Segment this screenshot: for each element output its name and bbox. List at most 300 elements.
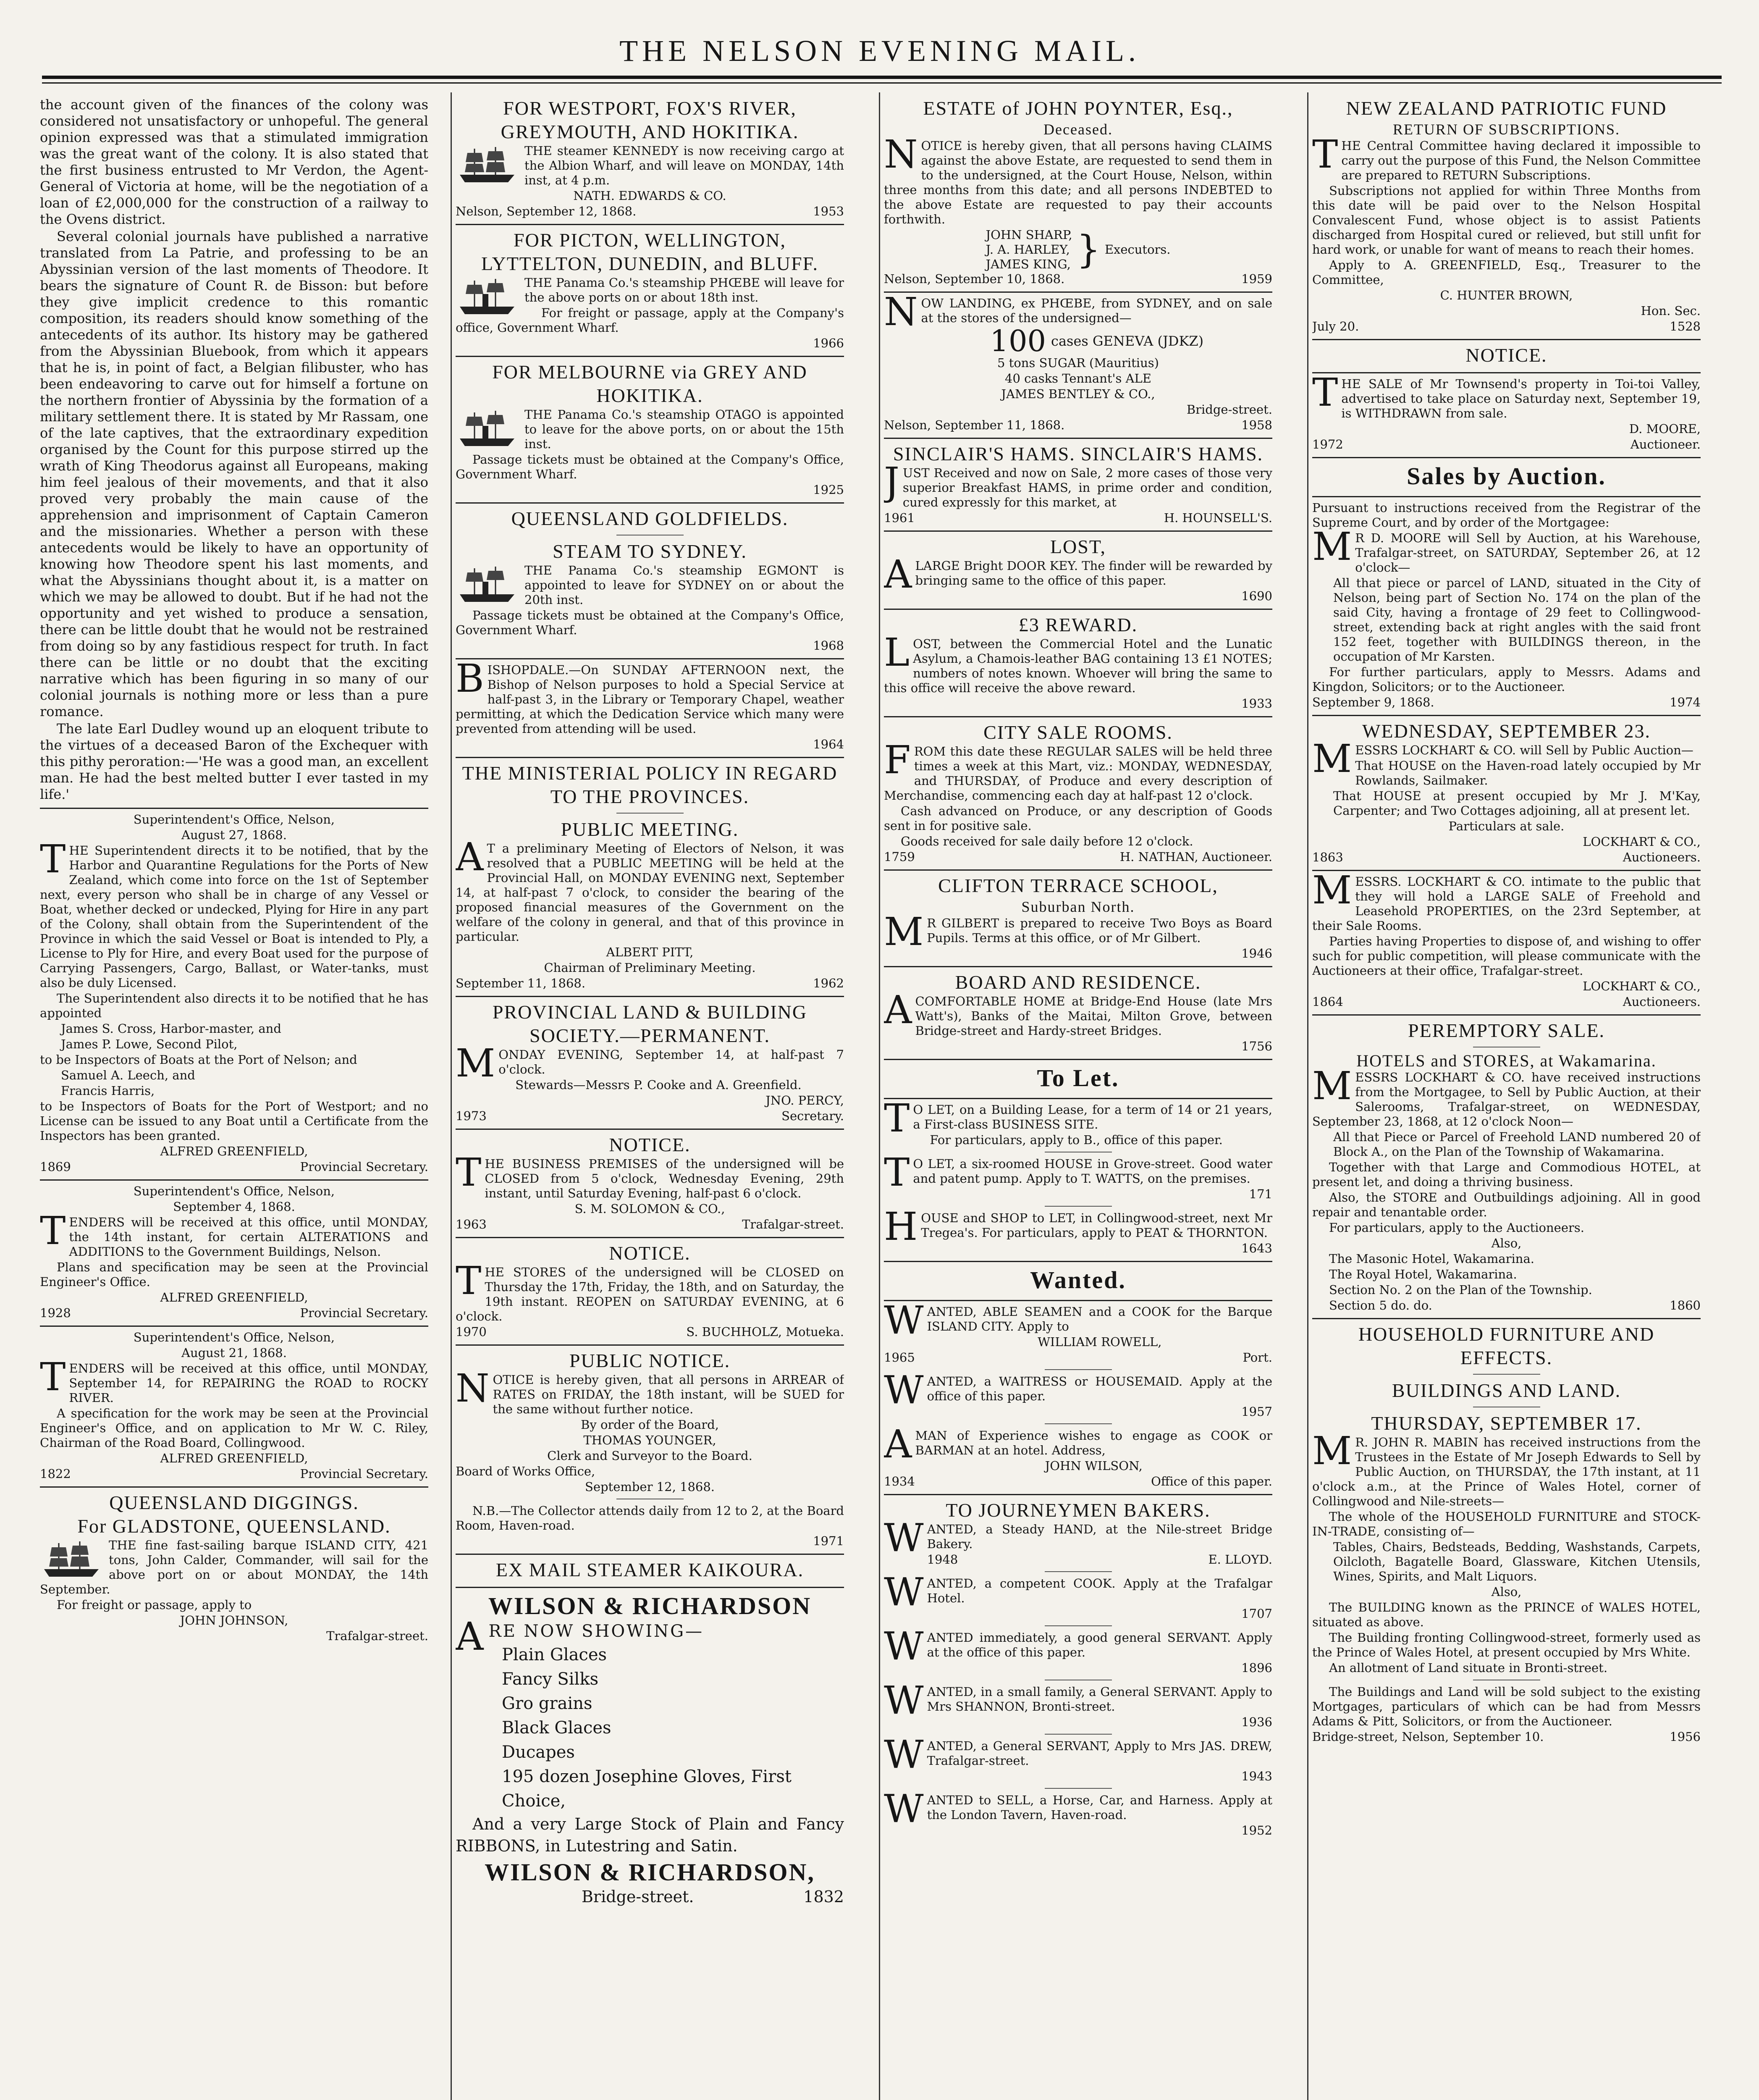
ad-subtitle: Suburban North. — [1021, 898, 1135, 915]
ad-body: WANTED immediately, a good general SERVANT. Apply at the office of this paper. — [884, 1624, 1272, 1669]
serial: 1970 — [456, 1325, 487, 1339]
ad-reward — [884, 613, 1272, 711]
serial: 1948 — [927, 1552, 958, 1567]
section-bakers — [884, 1499, 1272, 1838]
serial: 1756 — [1241, 1039, 1272, 1053]
ad-body: Parties having Properties to dispose of, and wishing to offer such for public competition, will please communicate with the Auctioneers at their office, Trafalgar-street. — [1312, 934, 1701, 978]
divider — [456, 1237, 844, 1238]
ad-signer: S. M. SOLOMON & CO., — [574, 1202, 725, 1216]
divider — [1312, 1318, 1701, 1319]
divider — [1312, 339, 1701, 340]
column-rule — [1307, 92, 1308, 2100]
executor-name: J. A. HARLEY, — [986, 242, 1070, 257]
ad-body: MONDAY EVENING, September 14, at half-past 7 o'clock. — [456, 1041, 844, 1086]
ad-subtitle: Deceased. — [1043, 121, 1113, 138]
ad-address: Bridge-street. — [1186, 402, 1272, 417]
ad-listing: Section No. 2 on the Plan of the Township. — [1329, 1283, 1592, 1297]
ad-body: By order of the Board, — [581, 1418, 719, 1432]
ad-title: ESTATE of JOHN POYNTER, Esq., — [923, 97, 1233, 119]
ad-signer: JOHN WILSON, — [1045, 1459, 1143, 1473]
ad-footer — [884, 850, 1272, 864]
serial: 1925 — [813, 483, 844, 497]
divider — [456, 224, 844, 225]
section-sales-by-auction — [1312, 462, 1701, 710]
divider — [1312, 496, 1701, 497]
ad-body: BISHOPDALE.—On SUNDAY AFTERNOON next, the Bishop of Nelson purposes to hold a Special Service at half-past 3, in the Library or Temporary Chapel, weather permitting, at which the Dedication Service which many were prevented from attending will be used. — [456, 656, 844, 736]
ad-title: FOR PICTON, WELLINGTON, LYTTELTON, DUNEDIN, and BLUFF. — [481, 229, 818, 274]
ad-listing: The Masonic Hotel, Wakamarina. — [1329, 1252, 1534, 1266]
ad-title: CLIFTON TERRACE SCHOOL, — [938, 875, 1218, 896]
ad-body: Apply to A. GREENFIELD, Esq., Treasurer to the Committee, — [1312, 258, 1701, 287]
ad-patriotic-fund — [1312, 97, 1701, 334]
ad-footer — [884, 511, 1272, 525]
ad-footer — [1312, 1298, 1701, 1313]
serial: 1832 — [803, 1887, 844, 1906]
ad-body: For particulars, apply to B., office of this paper. — [930, 1133, 1223, 1147]
notice-title: Provincial Secretary. — [300, 1306, 428, 1320]
short-divider — [1045, 1206, 1112, 1207]
ad-footer — [1312, 850, 1701, 865]
notice-tenders — [40, 1184, 428, 1320]
cargo-item: 5 tons SUGAR (Mauritius) — [997, 356, 1159, 370]
ad-footer — [1312, 1730, 1701, 1744]
ad-queensland-diggings — [40, 1491, 428, 1643]
ad-body: All that Piece or Parcel of Freehold LAND numbered 20 of Block A., on the Plan of the Township of Wakamarina. — [1333, 1130, 1701, 1159]
ad-title: WEDNESDAY, SEPTEMBER 23. — [1362, 720, 1651, 742]
ad-body: JUST Received and now on Sale, 2 more cases of those very superior Breakfast HAMS, in prime order and condition, cured expressly for this market, at — [884, 459, 1272, 509]
ad-signer-title: Clerk and Surveyor to the Board. — [547, 1449, 752, 1463]
ad-body: Cash advanced on Produce, or any description of Goods sent in for positive sale. — [884, 804, 1272, 833]
divider — [884, 609, 1272, 610]
ad-body: WANTED, a WAITRESS or HOUSEMAID. Apply at the office of this paper. — [884, 1368, 1272, 1412]
notice-name: Samuel A. Leech, and — [61, 1068, 195, 1082]
divider — [1312, 870, 1701, 871]
ad-item: Plain Glaces — [502, 1645, 607, 1664]
ad-date: July 20. — [1312, 319, 1359, 333]
serial: 1956 — [1670, 1730, 1701, 1744]
ad-footer — [456, 1109, 844, 1124]
serial: 1961 — [884, 511, 915, 525]
ad-body: MR. JOHN R. MABIN has received instructions from the Trustees in the Estate of Mr Joseph Edwards to Sell by Public Auction, on THURSDAY, the 17th instant, at 11 o'clock a.m., at the Prince of Wales Hotel, corner of Collingwood and Nile-streets— — [1312, 1428, 1701, 1508]
ad-body: NOTICE is hereby given, that all persons in ARREAR of RATES on FRIDAY, the 18th instant, will be SUED for the same without further notice. — [456, 1366, 844, 1416]
section-title: To Let. — [1037, 1064, 1119, 1092]
ad-building-society — [456, 1000, 844, 1124]
column-4 — [1312, 97, 1701, 2100]
executor-name: JOHN SHARP, — [986, 228, 1072, 242]
serial: 1863 — [1312, 850, 1343, 864]
serial: 1822 — [40, 1467, 71, 1481]
ad-body: ACOMFORTABLE HOME at Bridge-End House (late Mrs Watt's), Banks of the Maitai, Milton Grove, between Bridge-street and Hardy-street Bridges. — [884, 987, 1272, 1038]
ad-body: THE SALE of Mr Townsend's property in Toi-toi Valley, advertised to take place on Saturday next, September 19, is WITHDRAWN from sale. — [1312, 370, 1701, 420]
ad-body: THE Panama Co.'s steamship EGMONT is appointed to leave for SYDNEY on or about the 20th inst. — [524, 563, 844, 607]
ad-footer — [884, 1350, 1272, 1365]
ad-listing: The Royal Hotel, Wakamarina. — [1329, 1267, 1517, 1281]
ad-body: For freight or passage, apply to — [57, 1598, 252, 1612]
ad-body: Goods received for sale daily before 12 o'clock. — [901, 834, 1193, 848]
ad-body: Stewards—Messrs P. Cooke and A. Greenfield. — [515, 1078, 802, 1092]
ad-queensland-goldfields — [456, 507, 844, 653]
ad-date: Nelson, September 12, 1868. — [456, 204, 637, 218]
ad-body: THE fine fast-sailing barque ISLAND CITY, 421 tons, John Calder, Commander, will sail for the above port on or about MONDAY, the 14th September. — [40, 1538, 428, 1596]
divider — [884, 1494, 1272, 1495]
ad-body: ALARGE Bright DOOR KEY. The finder will be rewarded by bringing same to the office of this paper. — [884, 552, 1272, 597]
ad-body: WANTED, a General SERVANT, Apply to Mrs JAS. DREW, Trafalgar-street. — [884, 1732, 1272, 1777]
ad-footer — [884, 418, 1272, 433]
article — [40, 97, 428, 803]
ship-icon — [456, 409, 519, 449]
ad-subtitle: For GLADSTONE, QUEENSLAND. — [77, 1515, 391, 1537]
ad-body: WANTED, a competent COOK. Apply at the Trafalgar Hotel. — [884, 1570, 1272, 1614]
ad-title: LOST, — [1050, 536, 1106, 557]
notice-signer: ALFRED GREENFIELD, — [160, 1451, 308, 1465]
serial: 1933 — [1241, 696, 1272, 711]
divider — [884, 438, 1272, 439]
ad-address: Bridge-street. — [582, 1887, 694, 1906]
divider — [1312, 372, 1701, 373]
serial: 1707 — [1241, 1606, 1272, 1621]
ad-footer — [456, 1887, 844, 1906]
ad-signer: LOCKHART & CO., — [1583, 835, 1701, 849]
ad-board: Board of Works Office, — [456, 1464, 595, 1478]
ad-bishopdale — [456, 656, 844, 752]
ad-footer — [884, 272, 1272, 286]
ad-footer — [927, 1606, 1272, 1621]
ad-body: Together with that Large and Commodious HOTEL, at present let, and doing a thriving business. — [1312, 1160, 1701, 1189]
divider — [884, 1261, 1272, 1262]
ad-body: And a very Large Stock of Plain and Fancy RIBBONS, in Lutestring and Satin. — [456, 1815, 844, 1855]
ad-title: £3 REWARD. — [1018, 614, 1138, 635]
ad-title: PROVINCIAL LAND & BUILDING SOCIETY.—PERMANENT. — [492, 1001, 807, 1046]
ship-icon — [456, 277, 519, 317]
divider — [456, 502, 844, 504]
ad-body: WANTED, in a small family, a General SERVANT. Apply to Mrs SHANNON, Bronti-street. — [884, 1678, 1272, 1723]
executors-names — [986, 228, 1072, 272]
ad-body: AMAN of Experience wishes to engage as COOK or BARMAN at an hotel. Address, — [884, 1422, 1272, 1467]
ship-icon — [456, 565, 519, 605]
section-title: Sales by Auction. — [1407, 462, 1606, 490]
divider — [40, 1326, 428, 1327]
short-divider — [1473, 1374, 1540, 1375]
divider — [456, 1587, 844, 1588]
cargo-item: cases GENEVA (JDKZ) — [1051, 333, 1204, 349]
ad-footer — [456, 204, 844, 219]
divider — [40, 808, 428, 809]
ad-footer — [456, 976, 844, 991]
ad-body: That HOUSE on the Haven-road lately occupied by Mr Rowlands, Sailmaker. — [1355, 759, 1701, 788]
masthead-rule-thin — [42, 82, 1722, 84]
notice-name: Francis Harris, — [61, 1084, 155, 1098]
ad-body: For freight or passage, apply at the Company's office, Government Wharf. — [456, 306, 844, 335]
divider — [456, 996, 844, 997]
divider — [884, 966, 1272, 967]
ad-body: THE STORES of the undersigned will be CLOSED on Thursday the 17th, Friday, the 18th, and on Saturday, the 19th instant. REOPEN on SATURDAY EVENING, at 6 o'clock. — [456, 1258, 844, 1323]
article-paragraph: Several colonial journals have published a narrative translated from La Patrie, and professing to be an Abyssinian version of the last moments of Theodore. It bears the signature of Count R. de Bisson: but before they give implicit credence to this romantic composition, its readers should know something of the antecedents of its author. Its history may be gathered from the Abyssinian Bluebook, from which it appears that he is, in point of fact, a Belgian filibuster, who has been endeavoring to carve out for himself a fortune on the northern frontier of Abyssinia by the formation of a military settlement there. It is stated by Mr Rassam, one of the late captives, that the extraordinary expedition organised by the Count for this purpose stirred up the wrath of King Theodorus against all Europeans, making him feel jealous of their movements, and that it also proved very probably the main cause of the apprehension and imprisonment of Captain Cameron and the missionaries. Whether a person with these antecedents would be likely to have an opportunity of knowing how Theodore spent his last moments, and what the Abyssinians thought about it, is a matter on which we may be allowed to doubt. But if he had not the opportunity and yet wished to produce a sensation, there can be little doubt that he would not be restrained from doing so by any fastidious respect for truth. In fact there can be little or no doubt that the exciting narrative which has been figuring in so many of our colonial journals is nothing more or less than a pure romance. — [40, 228, 428, 719]
ad-body: MESSRS LOCKHART & CO. will Sell by Public Auction— — [1312, 736, 1693, 781]
ad-body: The Building fronting Collingwood-street, formerly used as the Prince of Wales Hotel, at present occupied by Mrs White. — [1312, 1630, 1701, 1659]
ad-date: September 9, 1868. — [1312, 695, 1434, 709]
divider — [884, 1059, 1272, 1060]
ad-title: FOR MELBOURNE via GREY AND HOKITIKA. — [492, 361, 807, 406]
notice-footer — [40, 1160, 428, 1174]
short-divider — [1045, 1734, 1112, 1735]
serial: 171 — [1249, 1187, 1272, 1201]
serial: 1864 — [1312, 995, 1343, 1009]
ad-body: All that piece or parcel of LAND, situated in the City of Nelson, being part of Section No. 174 on the plan of the said City, having a frontage of 29 feet to Collingwood-street, extending back at right angles with the said front 152 feet, together with BUILDINGS thereon, in the occupation of Mr Karsten. — [1333, 576, 1701, 664]
ad-item: 195 dozen Josephine Gloves, First Choice, — [502, 1767, 792, 1811]
ad-clifton-school — [884, 874, 1272, 961]
ad-estate-poynter — [884, 97, 1272, 286]
ad-body: MESSRS. LOCKHART & CO. intimate to the public that they will hold a LARGE SALE of Freehold and Leasehold PROPERTIES, on the 23rd September, at their Sale Rooms. — [1312, 868, 1701, 933]
serial: 1952 — [1241, 1823, 1272, 1838]
notice-harbor — [40, 812, 428, 1174]
ad-signer: E. LLOYD. — [1208, 1552, 1272, 1567]
ad-footer — [884, 1474, 1272, 1489]
ad-address: Port. — [1243, 1350, 1272, 1365]
ad-signer: JAMES BENTLEY & CO., — [1001, 387, 1155, 401]
ad-signer: S. BUCHHOLZ, Motueka. — [686, 1325, 844, 1339]
ad-signer-title: Secretary. — [781, 1109, 844, 1123]
executor-name: JAMES KING, — [986, 257, 1071, 271]
ad-title: QUEENSLAND GOLDFIELDS. — [511, 508, 789, 529]
ad-date: Nelson, September 10, 1868. — [884, 272, 1065, 286]
ad-footer — [927, 1404, 1272, 1419]
ad-wilson-richardson — [456, 1591, 844, 1906]
ad-signer: JOHN JOHNSON, — [180, 1613, 288, 1628]
ad-notice-townsend — [1312, 344, 1701, 452]
ad-title: NOTICE. — [609, 1134, 691, 1155]
ad-body: THE steamer KENNEDY is now receiving cargo at the Albion Wharf, and will leave on MONDAY, 14th inst, at 4 p.m. — [524, 144, 844, 187]
divider — [40, 1486, 428, 1488]
serial: 1896 — [1241, 1661, 1272, 1675]
divider — [1312, 457, 1701, 458]
notice-date: September 4, 1868. — [173, 1200, 295, 1214]
ad-signer: ALBERT PITT, — [606, 945, 694, 959]
ad-subtitle: STEAM TO SYDNEY. — [553, 541, 747, 562]
notice-body: to be Inspectors of Boats for the Port of Westport; and no License can be issued to any Boat until a Certificate from the Inspectors has been granted. — [40, 1099, 428, 1143]
ad-footer — [927, 1715, 1272, 1730]
ad-body: N.B.—The Collector attends daily from 12 to 2, at the Board Room, Haven-road. — [456, 1504, 844, 1533]
ad-peremptory-sale — [1312, 1019, 1701, 1313]
ad-lockhart-sept23 — [1312, 719, 1701, 865]
ad-footer — [927, 1661, 1272, 1675]
ad-title: FOR WESTPORT, FOX'S RIVER, GREYMOUTH, AND HOKITIKA. — [501, 97, 799, 142]
serial: 1974 — [1670, 695, 1701, 709]
serial: 1528 — [1670, 319, 1701, 333]
ad-title: CITY SALE ROOMS. — [983, 722, 1173, 743]
ad-body: Also, the STORE and Outbuildings adjoining. All in good repair and tenantable order. — [1312, 1190, 1701, 1219]
brace-glyph: } — [1076, 227, 1101, 272]
ad-signer-title: Hon. Sec. — [1641, 304, 1701, 318]
ad-title: NOTICE. — [1465, 344, 1547, 366]
serial: 1934 — [884, 1474, 915, 1488]
ad-footer — [456, 737, 844, 752]
ad-body: FROM this date these REGULAR SALES will be held three times a week at this Mart, viz.: MONDAY, WEDNESDAY, and THURSDAY, of Produce and every description of Merchandise, commencing each day at half-past 12 o'clock. — [884, 738, 1272, 803]
ad-notice-solomon — [456, 1133, 844, 1232]
ad-body: MR D. MOORE will Sell by Auction, at his Warehouse, Trafalgar-street, on SATURDAY, September 26, at 12 o'clock— — [1312, 524, 1701, 575]
ad-body: MESSRS LOCKHART & CO. have received instructions from the Mortgagee, to Sell by Public Auction, at their Salerooms, Trafalgar-street, on WEDNESDAY, September 23, 1868, at 12 o'clock Noon— — [1312, 1063, 1701, 1129]
masthead-rule — [42, 76, 1722, 79]
serial: 1962 — [813, 976, 844, 990]
ad-body: TO LET, on a Building Lease, for a term of 14 or 21 years, a First-class BUSINESS SITE. — [884, 1096, 1272, 1141]
ad-item: Black Glaces — [502, 1718, 611, 1738]
ad-body: For further particulars, apply to Messrs. Adams and Kingdon, Solicitors; or to the Auctioneer. — [1312, 665, 1701, 694]
ad-body: The BUILDING known as the PRINCE of WALES HOTEL, situated as above. — [1312, 1600, 1701, 1629]
ad-footer — [456, 1217, 844, 1232]
article-paragraph: the account given of the finances of the colony was considered not unsatisfactory or unhopeful. The general opinion expressed was that a stimulated immigration was the great want of the colony. It is also stated that the first business entrusted to Mr Verdon, the Agent-General of Victoria at home, will be the negotiation of a loan of £2,000,000 for the construction of a railway to the Ovens district. — [40, 97, 428, 227]
ad-westport-steamer — [456, 97, 844, 219]
serial: 1964 — [813, 737, 844, 751]
notice-body: TENDERS will be received at this office, until MONDAY, September 14, for REPAIRING the ROAD to ROCKY RIVER. — [40, 1354, 428, 1405]
ad-title: PUBLIC NOTICE. — [569, 1350, 731, 1371]
ad-title: SINCLAIR'S HAMS. SINCLAIR'S HAMS. — [893, 443, 1264, 465]
ad-footer — [456, 336, 844, 351]
divider — [884, 530, 1272, 532]
ad-signer-title: Auctioneers. — [1623, 850, 1701, 864]
section-to-let — [884, 1063, 1272, 1256]
ad-footer — [456, 1534, 844, 1549]
divider — [1312, 715, 1701, 716]
notice-title: Provincial Secretary. — [300, 1467, 428, 1481]
ad-also: Also, — [1491, 1236, 1522, 1250]
ad-body: THE BUSINESS PREMISES of the undersigned will be CLOSED from 5 o'clock, Wednesday Evening, 29th instant, until Saturday Evening, half-past 6 o'clock. — [456, 1150, 844, 1200]
serial: 1971 — [813, 1534, 844, 1548]
ad-footer — [456, 638, 844, 653]
section-wanted — [884, 1265, 1272, 1489]
ad-signer: D. MOORE, — [1629, 422, 1701, 436]
ad-body: NOW LANDING, ex PHŒBE, from SYDNEY, and on sale at the stores of the undersigned— — [884, 289, 1272, 334]
section-title: Wanted. — [1030, 1266, 1126, 1294]
ad-picton-steamer — [456, 228, 844, 351]
notice-body: to be Inspectors of Boats at the Port of Nelson; and — [40, 1053, 357, 1067]
ad-title: PEREMPTORY SALE. — [1408, 1020, 1605, 1041]
ad-footer — [1312, 695, 1701, 710]
divider — [884, 716, 1272, 717]
ad-city-sale-rooms — [884, 721, 1272, 864]
ad-notice-buchholz — [456, 1242, 844, 1339]
ad-footer — [921, 1241, 1272, 1256]
ad-now-landing — [884, 289, 1272, 433]
ad-body: THE Panama Co.'s steamship OTAGO is appointed to leave for the above ports, on or about the 15th inst. — [524, 407, 844, 451]
ad-item: Fancy Silks — [502, 1670, 599, 1689]
ad-subtitle: THURSDAY, SEPTEMBER 17. — [1371, 1412, 1642, 1434]
ad-item: Ducapes — [502, 1743, 575, 1762]
short-divider — [616, 813, 684, 814]
notice-date: August 21, 1868. — [181, 1346, 287, 1360]
ship-icon — [40, 1540, 103, 1580]
ad-subtitle: HOTELS and STORES, at Wakamarina. — [1356, 1051, 1657, 1070]
ad-household-furniture — [1312, 1323, 1701, 1744]
ad-signer: LOCKHART & CO., — [1583, 979, 1701, 993]
notice-date: August 27, 1868. — [181, 828, 287, 842]
ad-kaikoura — [456, 1558, 844, 1582]
divider — [456, 1129, 844, 1130]
ad-intro: Pursuant to instructions received from the Registrar of the Supreme Court, and by order of the Mortgagee: — [1312, 501, 1701, 530]
ad-subtitle: RETURN OF SUBSCRIPTIONS. — [1392, 121, 1620, 138]
ad-subtitle: PUBLIC MEETING. — [561, 819, 739, 840]
ad-title: HOUSEHOLD FURNITURE AND EFFECTS. — [1358, 1323, 1655, 1368]
divider — [456, 1344, 844, 1346]
ad-body: Passage tickets must be obtained at the Company's Office, Government Wharf. — [456, 608, 844, 637]
ad-address: Trafalgar-street. — [742, 1217, 844, 1231]
serial: 1936 — [1241, 1715, 1272, 1729]
serial: 1946 — [1241, 946, 1272, 961]
divider — [40, 1179, 428, 1181]
ad-signer-title: Chairman of Preliminary Meeting. — [544, 961, 756, 975]
ad-melbourne-steamer — [456, 360, 844, 497]
ad-body: Particulars at sale. — [1448, 819, 1565, 833]
serial: 1965 — [884, 1350, 915, 1365]
serial: 1643 — [1241, 1241, 1272, 1255]
short-divider — [1045, 1423, 1112, 1424]
notice-road — [40, 1330, 428, 1481]
executors-role: Executors. — [1104, 242, 1171, 257]
ad-address: Office of this paper. — [1151, 1474, 1272, 1488]
ad-signer-title: Auctioneer. — [1630, 437, 1701, 452]
ad-date: September 11, 1868. — [456, 976, 586, 990]
ad-body: An allotment of Land situate in Bronti-street. — [1329, 1661, 1608, 1675]
cargo-line — [921, 326, 1273, 356]
ad-title: NOTICE. — [609, 1242, 691, 1264]
ad-body: Passage tickets must be obtained at the Company's Office, Government Wharf. — [456, 452, 844, 481]
ad-body: Tables, Chairs, Bedsteads, Bedding, Washstands, Carpets, Oilcloth, Bagatelle Board, Glassware, Kitchen Utensils, Wines, Spirits, and Malt Liquors. — [1333, 1540, 1701, 1583]
ad-footer — [884, 696, 1272, 711]
ad-lost-key — [884, 535, 1272, 604]
ad-title: THE MINISTERIAL POLICY IN REGARD TO THE PROVINCES. — [462, 762, 838, 807]
ad-footer — [913, 1187, 1272, 1202]
ad-signer: WILSON & RICHARDSON, — [485, 1858, 815, 1886]
ad-signer: C. HUNTER BROWN, — [1440, 288, 1573, 302]
ad-footer — [1312, 437, 1701, 452]
ad-body: MR GILBERT is prepared to receive Two Boys as Board Pupils. Terms at this office, or of Mr Gilbert. — [884, 909, 1272, 954]
ad-footer — [456, 1325, 844, 1339]
serial: 1959 — [1241, 272, 1272, 286]
short-divider — [1045, 1571, 1112, 1572]
notice-office: Superintendent's Office, Nelson, — [133, 812, 335, 827]
ad-body: AT a preliminary Meeting of Electors of Nelson, it was resolved that a PUBLIC MEETING will be held at the Provincial Hall, on MONDAY EVENING next, September 14, at half-past 7 o'clock, to consider the bearing of the proposed financial measures of the Government on the welfare of the colony in general, and that of this province in particular. — [456, 835, 844, 944]
ad-address: Trafalgar-street. — [326, 1629, 428, 1643]
ad-signer: H. NATHAN, Auctioneer. — [1119, 850, 1272, 864]
notice-title: Provincial Secretary. — [300, 1160, 428, 1174]
ad-sinclairs-hams — [884, 442, 1272, 525]
ad-signer: JNO. PERCY, — [765, 1093, 844, 1108]
divider — [456, 757, 844, 758]
ad-date: Bridge-street, Nelson, September 10. — [1312, 1730, 1544, 1744]
notice-signer: ALFRED GREENFIELD, — [160, 1290, 308, 1305]
column-3 — [884, 97, 1272, 2100]
ad-body: NOTICE is hereby given, that all persons having CLAIMS against the above Estate, are requested to send them in to the undersigned, at the Court House, Nelson, within three months from this date; and all persons INDEBTED to the above Estate are requested to pay their accounts forthwith. — [884, 132, 1272, 226]
ad-ministerial-policy — [456, 761, 844, 991]
divider — [884, 1300, 1272, 1301]
serial: 1690 — [1241, 589, 1272, 603]
ad-body: HOUSE and SHOP to LET, in Collingwood-street, next Mr Tregea's. For particulars, apply to PEAT & THORNTON. — [884, 1204, 1272, 1249]
notice-body: The Superintendent also directs it to be notified that he has appointed — [40, 991, 428, 1020]
ad-board-residence — [884, 971, 1272, 1054]
ad-item: Gro grains — [502, 1694, 592, 1713]
ad-body: The whole of the HOUSEHOLD FURNITURE and STOCK-IN-TRADE, consisting of— — [1312, 1509, 1701, 1538]
article-paragraph: The late Earl Dudley wound up an eloquent tribute to the virtues of a deceased Baron of the Exchequer with this pithy peroration:—'He was a good man, an excellent man. He had the best melted butter I ever tasted in my life.' — [40, 721, 428, 802]
section-title: TO JOURNEYMEN BAKERS. — [946, 1499, 1211, 1521]
cargo-item: 40 casks Tennant's ALE — [1005, 371, 1151, 386]
ad-title: WILSON & RICHARDSON — [488, 1592, 812, 1620]
ad-body: The Buildings and Land will be sold subject to the existing Mortgages, particulars of which can be had from Messrs Adams & Pitt, Solicitors, or from the Auctioneer. — [1312, 1685, 1701, 1728]
ad-title: BOARD AND RESIDENCE. — [955, 971, 1201, 993]
ad-body: TO LET, a six-roomed HOUSE in Grove-street. Good water and patent pump. Apply to T. WATTS, on the premises. — [884, 1150, 1272, 1195]
notice-name: James S. Cross, Harbor-master, and — [61, 1021, 281, 1036]
serial: 1966 — [813, 336, 844, 350]
divider — [884, 1098, 1272, 1099]
serial: 1759 — [884, 850, 915, 864]
serial: 1973 — [456, 1109, 487, 1123]
